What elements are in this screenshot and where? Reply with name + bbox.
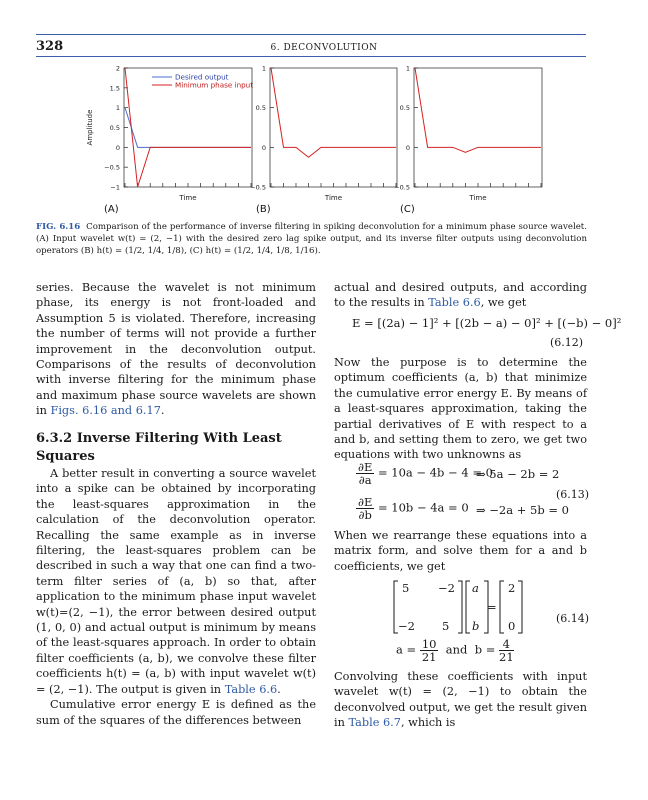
table-6-6-link-right[interactable]: Table 6.6 [428, 296, 481, 310]
equation-number-6-12: (6.12) [550, 336, 584, 349]
chapter-header: 6. DECONVOLUTION [270, 43, 378, 53]
sol-a-label: a = [396, 642, 417, 657]
eq613b-rhs: = 10b − 4a = 0 [378, 500, 469, 515]
table-6-6-link-left[interactable]: Table 6.6 [224, 682, 278, 696]
left-p1-text: series. Because the wavelet is not minimum phase, its energy is not front-loaded and Assumption 5 is violated. Therefore, increasing the number of terms will not provide a further improvement in the deconvolution output. Comparisons of the results of deconvolution with inverse filtering for the minimum phase and maximum phase source wavelets are shown in [36, 281, 316, 418]
y-axis-label: Amplitude [86, 109, 94, 146]
legend-input: Minimum phase input [175, 80, 254, 90]
left-p3-text: Cumulative error energy E is defined as the sum of the squares of the differences between [36, 698, 316, 727]
left-paragraph-2 [36, 466, 316, 728]
right-p1-text: actual and desired outputs, and according to the results in [334, 281, 587, 310]
right-p2-text: Now the purpose is to determine the optimum coefficients (a, b) that minimize the cumulative error energy E. By means of a least-squares approximation, taking the partial derivatives of E with respect to a and b, and setting them to zero, we get two equations with two unknowns as [334, 356, 587, 462]
left-p2-end: . [277, 682, 281, 696]
header-rule [36, 56, 586, 57]
y-tick-label: 1 [115, 104, 120, 113]
series-line [415, 68, 541, 152]
sol-b-frac: $\frac{4}{21}$ [499, 637, 514, 664]
left-p2-text: A better result in converting a source wavelet into a spike can be obtained by incorporating the least-squares approximation in the calculation of the deconvolution operator. Recalling the same example as in inverse filtering, the least-squares problem can be described in such a way that one can find a two-term filter series of (a, b) so that, after application to the minimum phase input wavelet w(t)=(2, −1), the error between desired output (1, 0, 0) and actual output is minimum by means of the least-squares approach. In order to obtain filter coefficients (a, b), we convolve these filter coefficients h(t) = (a, b) with input wavelet w(t) = (2, −1). The output is given in [36, 467, 316, 696]
right-paragraph-2 [334, 355, 587, 463]
matrix-equals: = [487, 600, 497, 614]
y-tick-label: 0 [115, 143, 120, 152]
solution [396, 638, 514, 663]
y-tick-label: 1 [405, 64, 410, 73]
plot-frame [414, 68, 542, 187]
y-tick-label: 0 [261, 143, 266, 152]
equation-6-13a [356, 461, 493, 486]
y-tick-label: 0.5 [255, 104, 266, 113]
figure-6-16 [0, 60, 648, 220]
right-p1-end: , we get [480, 296, 527, 310]
equation-6-12: E = [(2a) − 1]² + [(2b − a) − 0]² + [(−b) − 0]² [352, 316, 622, 330]
caption-text: Comparison of the performance of inverse filtering in spiking deconvolution for a minimum phase source wavelet. (A) Input wavelet w(t) = (2, −1) with the desired zero lag spike output, and its inverse filter outputs using deconvolution operators (B) h(t) = (1/2, 1/4, 1/8), (C) h(t) = (1/2, 1/4, 1/8, 1/16). [36, 222, 587, 256]
y-tick-label: −0.5 [250, 183, 266, 192]
x-axis-label: Time [324, 194, 343, 202]
figs-link[interactable]: Figs. 6.16 and 6.17 [50, 404, 161, 418]
sol-a-frac: $\frac{10}{21}$ [421, 637, 437, 664]
series-line [125, 108, 251, 148]
x-axis-label: Time [179, 194, 197, 202]
series-line [271, 68, 396, 157]
plot-frame [270, 68, 397, 187]
right-paragraph-1 [334, 280, 587, 311]
y-tick-label: −1 [110, 183, 120, 192]
left-p1-end: . [160, 404, 165, 418]
left-paragraph-1 [36, 280, 316, 419]
y-tick-label: −0.5 [104, 163, 120, 172]
matrix-a12: −2 [438, 581, 455, 595]
equation-6-13b [356, 496, 469, 521]
caption-label: FIG. 6.16 [36, 222, 81, 232]
vector-x-a: a [472, 581, 479, 595]
vector-b-2: 0 [508, 619, 516, 633]
sol-and: and [445, 642, 468, 657]
figure-caption [36, 221, 587, 257]
page-number: 328 [36, 39, 64, 54]
panel-label: (A) [104, 204, 119, 215]
table-6-7-link[interactable]: Table 6.7 [348, 716, 401, 730]
legend-desired: Desired output [175, 72, 229, 82]
vector-x-b: b [472, 619, 480, 633]
y-tick-label: −0.5 [394, 183, 410, 192]
eq613b-result: ⇒ −2a + 5b = 0 [476, 503, 569, 517]
deriv-b: $\frac{\partial E}{\partial b}$ [358, 495, 373, 522]
sol-b-label: b = [474, 642, 496, 657]
eq613a-result: ⇒ 5a − 2b = 2 [476, 467, 560, 481]
y-tick-label: 0.5 [399, 104, 410, 113]
section-title: 6.3.2 Inverse Filtering With Least Squares [36, 431, 282, 464]
vector-b-1: 2 [508, 581, 516, 595]
panel-label: (B) [256, 204, 271, 215]
matrix-a11: 5 [402, 581, 410, 595]
eq613a-rhs: = 10a − 4b − 4 = 0 [378, 465, 493, 480]
right-paragraph-4 [334, 669, 587, 731]
equation-number-6-13: (6.13) [556, 488, 590, 501]
y-tick-label: 0.5 [109, 124, 120, 132]
matrix-a22: 5 [442, 619, 450, 633]
panel-label: (C) [400, 204, 415, 215]
y-tick-label: 0 [405, 143, 410, 152]
y-tick-label: 1.5 [109, 84, 120, 93]
right-paragraph-3 [334, 528, 587, 574]
right-p4-end: , which is [400, 716, 456, 730]
right-p4-text: Convolving these coefficients with input wavelet w(t) = (2, −1) to obtain the deconvolved output, we get the result given in [334, 670, 587, 730]
right-p3-text: When we rearrange these equations into a matrix form, and solve them for a and b coefficients, we get [334, 529, 587, 573]
matrix-a21: −2 [398, 619, 415, 633]
equation-number-6-14: (6.14) [556, 612, 590, 625]
top-rule [36, 34, 586, 35]
y-tick-label: 1 [261, 64, 266, 73]
deriv-a: $\frac{\partial E}{\partial a}$ [358, 460, 373, 487]
y-tick-label: 2 [115, 64, 120, 73]
x-axis-label: Time [469, 194, 487, 202]
